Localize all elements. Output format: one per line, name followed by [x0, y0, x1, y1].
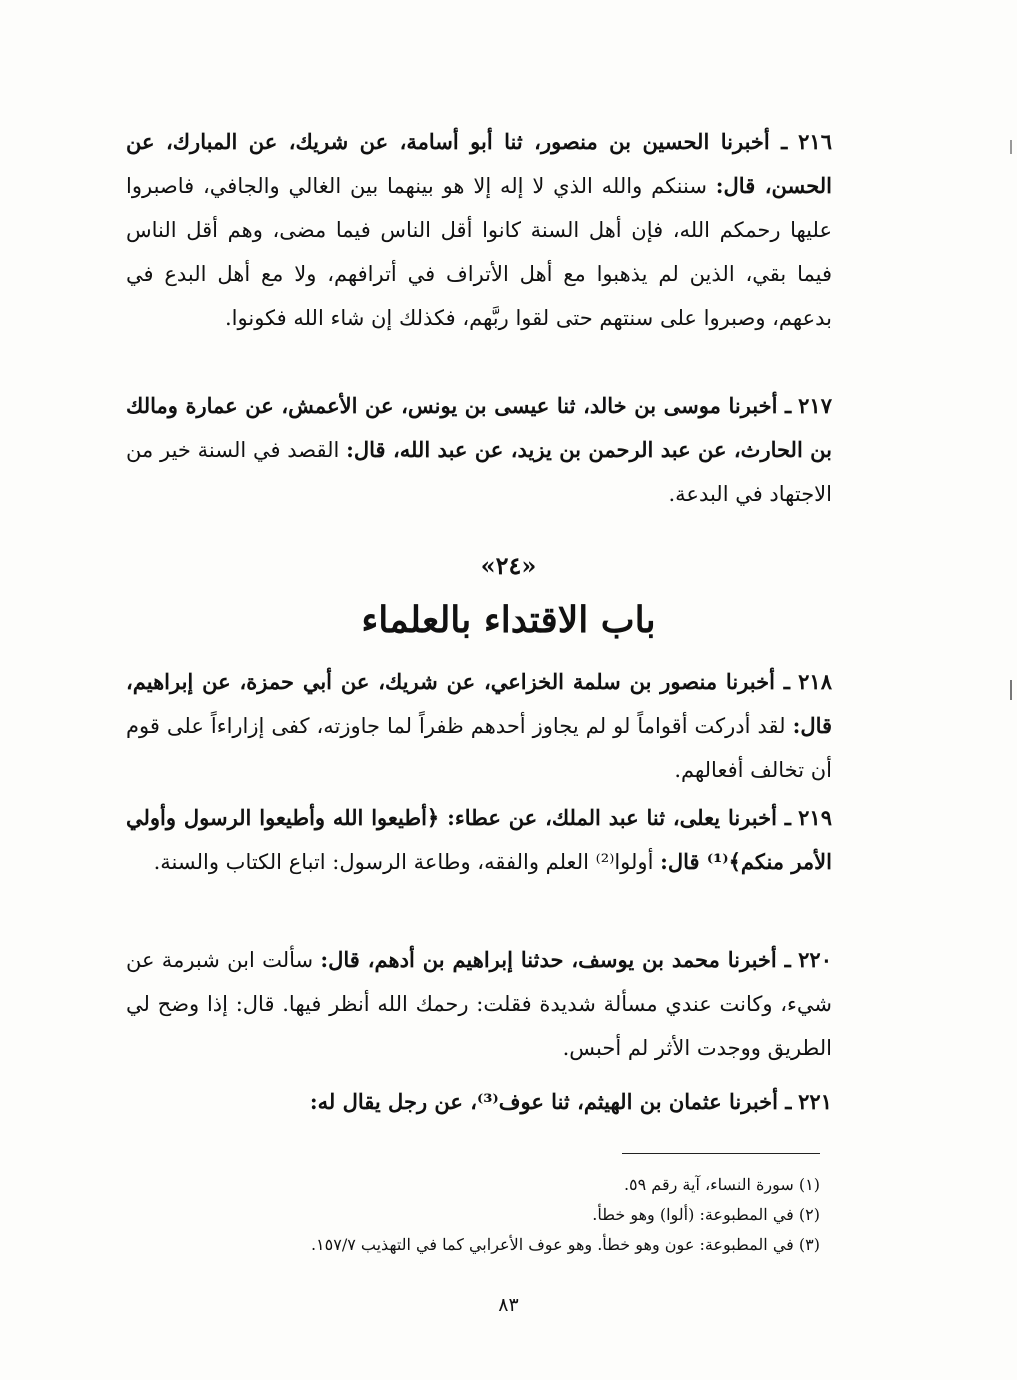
- footnotes: [200, 1170, 820, 1260]
- footnote-divider: [622, 1153, 820, 1154]
- page-number: ٨٣: [498, 1294, 519, 1316]
- hadith-number: ٢١٩: [798, 805, 832, 830]
- scan-margin-mark: [1010, 140, 1012, 154]
- hadith-number: ٢١٧: [798, 393, 832, 418]
- hadith-number: ٢١٨: [798, 669, 832, 694]
- hadith-text: لقد أدركت أقواماً لو لم يجاوز أحدهم ظفراً لما جاوزته، كفى إزاراءاً على قوم أن تخالف أفعالهم.: [126, 714, 832, 782]
- hadith-number: ٢١٦: [798, 129, 832, 154]
- hadith-text: سألت ابن شبرمة عن شيء، وكانت عندي مسألة شديدة فقلت: رحمك الله أنظر فيها. قال: إذا وضح لي الطريق ووجدت الأثر لم أحبس.: [126, 948, 832, 1060]
- hadith-text: سننكم والله الذي لا إله إلا هو بينهما بين الغالي والجافي، فاصبروا عليها رحمكم الله، فإن أهل السنة كانوا أقل الناس فيما مضى، وهم أقل الناس فيما بقي، الذين لم يذهبوا مع أهل الأتراف في أترافهم، ولا مع أهل البدع في بدعهم، وصبروا على سنتهم حتى لقوا ربَّهم، فكذلك إن شاء الله فكونوا.: [126, 174, 832, 330]
- hadith-218: ٢١٨ ـ أخبرنا منصور بن سلمة الخزاعي، عن شريك، عن أبي حمزة، عن إبراهيم، قال: لقد أدركت أقواماً لو لم يجاوز أحدهم ظفراً لما جاوزته، كفى إزاراءاً على قوم أن تخالف أفعالهم.: [126, 669, 833, 782]
- footnote: (٢) في المطبوعة: (ألوا) وهو خطأ.: [592, 1205, 820, 1224]
- hadith-text: أولوا⁽²⁾ العلم والفقه، وطاعة الرسول: اتباع الكتاب والسنة.: [153, 850, 654, 874]
- hadith-chain: أخبرنا منصور بن سلمة الخزاعي، عن شريك، عن أبي حمزة، عن إبراهيم، قال:: [126, 669, 833, 738]
- hadith-number: ٢٢٠: [798, 947, 832, 972]
- hadith-chain: أخبرنا محمد بن يوسف، حدثنا إبراهيم بن أدهم، قال:: [320, 947, 777, 972]
- hadith-216: ٢١٦ ـ أخبرنا الحسين بن منصور، ثنا أبو أسامة، عن شريك، عن المبارك، عن الحسن، قال: سننكم والله الذي لا إله إلا هو بينهما بين الغالي والجافي، فاصبروا عليها رحمكم الله، فإن أهل السنة كانوا أقل الناس فيما مضى، وهم أقل الناس فيما بقي، الذين لم يذهبوا مع أهل الأتراف في أترافهم، ولا مع أهل البدع في بدعهم، وصبروا على سنتهم حتى لقوا ربَّهم، فكذلك إن شاء الله فكونوا.: [126, 129, 832, 330]
- hadith-number: ٢٢١: [798, 1089, 832, 1114]
- hadith-217: ٢١٧ ـ أخبرنا موسى بن خالد، ثنا عيسى بن يونس، عن الأعمش، عن عمارة ومالك بن الحارث، عن عبد الرحمن بن يزيد، عن عبد الله، قال: القصد في السنة خير من الاجتهاد في البدعة.: [126, 393, 832, 506]
- hadith-chain: أخبرنا عثمان بن الهيثم، ثنا عوف⁽³⁾، عن رجل يقال له:: [309, 1089, 778, 1114]
- hadith-chain: أخبرنا موسى بن خالد، ثنا عيسى بن يونس، عن الأعمش، عن عمارة ومالك بن الحارث، عن عبد الرحمن بن يزيد، عن عبد الله، قال:: [126, 393, 832, 462]
- footnote: (٣) في المطبوعة: عون وهو خطأ. وهو عوف الأعرابي كما في التهذيب ١٥٧/٧.: [310, 1235, 820, 1254]
- hadith-220: ٢٢٠ ـ أخبرنا محمد بن يوسف، حدثنا إبراهيم بن أدهم، قال: سألت ابن شبرمة عن شيء، وكانت عندي مسألة شديدة فقلت: رحمك الله أنظر فيها. قال: إذا وضح لي الطريق ووجدت الأثر لم أحبس.: [126, 947, 832, 1060]
- hadith-219: ٢١٩ ـ أخبرنا يعلى، ثنا عبد الملك، عن عطاء: ﴿أطيعوا الله وأطيعوا الرسول وأولي الأمر منكم﴾⁽¹⁾ قال: أولوا⁽²⁾ العلم والفقه، وطاعة الرسول: اتباع الكتاب والسنة.: [126, 805, 832, 874]
- footnote: (١) سورة النساء، آية رقم ٥٩.: [623, 1175, 820, 1194]
- section-title: باب الاقتداء بالعلماء: [361, 599, 656, 641]
- hadith-chain: أخبرنا الحسين بن منصور، ثنا أبو أسامة، عن شريك، عن المبارك، عن الحسن، قال:: [126, 129, 832, 198]
- hadith-text: القصد في السنة خير من الاجتهاد في البدعة.: [126, 438, 832, 506]
- section-number: «٢٤»: [480, 551, 537, 580]
- hadith-chain: أخبرنا يعلى، ثنا عبد الملك، عن عطاء: ﴿أطيعوا الله وأطيعوا الرسول وأولي الأمر منكم﴾⁽¹⁾ قال:: [126, 805, 832, 874]
- scan-margin-mark: [1010, 680, 1012, 700]
- hadith-221: ٢٢١ ـ أخبرنا عثمان بن الهيثم، ثنا عوف⁽³⁾، عن رجل يقال له:: [309, 1089, 832, 1114]
